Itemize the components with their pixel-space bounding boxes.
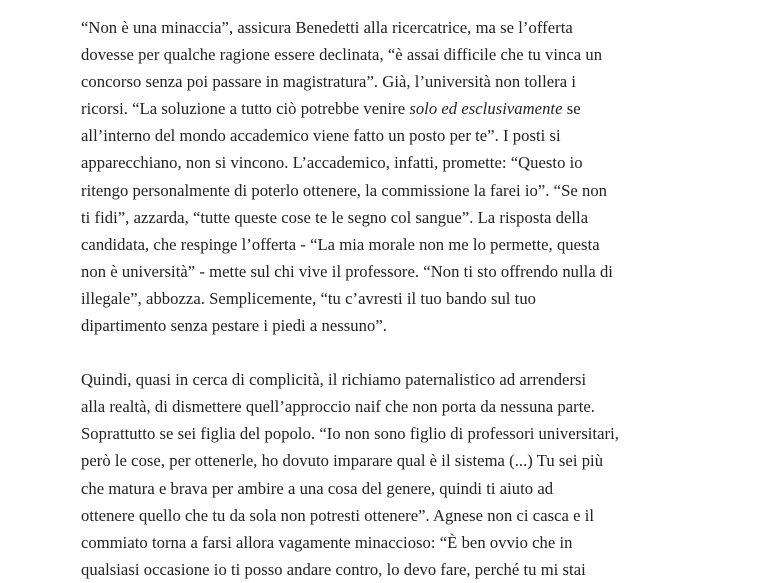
emphasis-text: solo ed esclusivamente — [409, 99, 563, 119]
text-segment: apparecchiano, non si vincono. L’accademico, infatti, promette: “Questo io — [81, 153, 583, 173]
text-line — [81, 420, 681, 447]
text-line — [81, 14, 681, 41]
text-segment: Soprattutto se sei figlia del popolo. “Io non sono figlio di professori universitari, — [81, 424, 619, 444]
text-segment: “Non è una minaccia”, assicura Benedetti alla ricercatrice, ma se l’offerta — [81, 18, 573, 37]
text-segment: non è università” - mette sul chi vive il professore. “Non ti sto offrendo nulla di — [81, 261, 613, 281]
text-line — [81, 41, 681, 68]
text-segment: ricorsi. “La soluzione a tutto ciò potrebbe venire — [81, 99, 410, 119]
article-paragraph — [81, 366, 681, 583]
text-line — [81, 177, 681, 204]
text-segment: ritengo personalmente di poterlo ottenere, la commissione la farei io”. “Se non — [81, 180, 608, 200]
text-line — [81, 393, 681, 420]
text-segment: candidata, che respinge l’offerta - “La mia morale non me lo permette, questa — [81, 234, 600, 254]
article-paragraph — [81, 14, 681, 339]
text-line — [81, 95, 681, 122]
text-segment: illegale”, abbozza. Semplicemente, “tu c’avresti il tuo bando sul tuo — [81, 288, 537, 308]
text-segment: ottenere quello che tu da sola non potresti ottenere”. Agnese non ci casca e il — [81, 505, 595, 525]
text-segment: che matura e brava per ambire a una cosa del genere, quindi ti aiuto ad — [81, 478, 554, 498]
text-line — [81, 312, 681, 339]
text-line — [81, 556, 681, 583]
text-segment: concorso senza poi passare in magistratura”. Già, l’università non tollera i — [81, 72, 576, 92]
text-line — [81, 475, 681, 502]
text-line — [81, 447, 681, 474]
text-segment: però le cose, per ottenerle, ho dovuto imparare qual è il sistema (...) Tu sei più — [81, 451, 604, 471]
text-segment: se — [562, 99, 581, 119]
text-line — [81, 366, 681, 393]
text-segment: dipartimento senza pestare i piedi a nessuno”. — [81, 316, 387, 336]
text-line — [81, 285, 681, 312]
text-segment: all’interno del mondo accademico viene fatto un posto per te”. I posti si — [81, 126, 561, 146]
text-line — [81, 122, 681, 149]
text-line — [81, 149, 681, 176]
text-line — [81, 231, 681, 258]
article-body — [81, 14, 681, 583]
text-segment: qualsiasi occasione io ti posso andare contro, lo devo fare, perché tu mi stai — [81, 559, 586, 579]
text-line — [81, 68, 681, 95]
text-segment: alla realtà, di dismettere quell’approccio naif che non porta da nessuna parte. — [81, 397, 595, 417]
text-segment: Quindi, quasi in cerca di complicità, il richiamo paternalistico ad arrendersi — [81, 370, 587, 390]
text-line — [81, 502, 681, 529]
text-line — [81, 529, 681, 556]
text-line — [81, 204, 681, 231]
text-segment: ti fidi”, azzarda, “tutte queste cose te le segno col sangue”. La risposta della — [81, 207, 589, 227]
text-segment: commiato torna a farsi allora vagamente minaccioso: “È ben ovvio che in — [81, 532, 573, 552]
text-segment: dovesse per qualche ragione essere declinata, “è assai difficile che tu vinca un — [81, 45, 603, 65]
text-line — [81, 258, 681, 285]
